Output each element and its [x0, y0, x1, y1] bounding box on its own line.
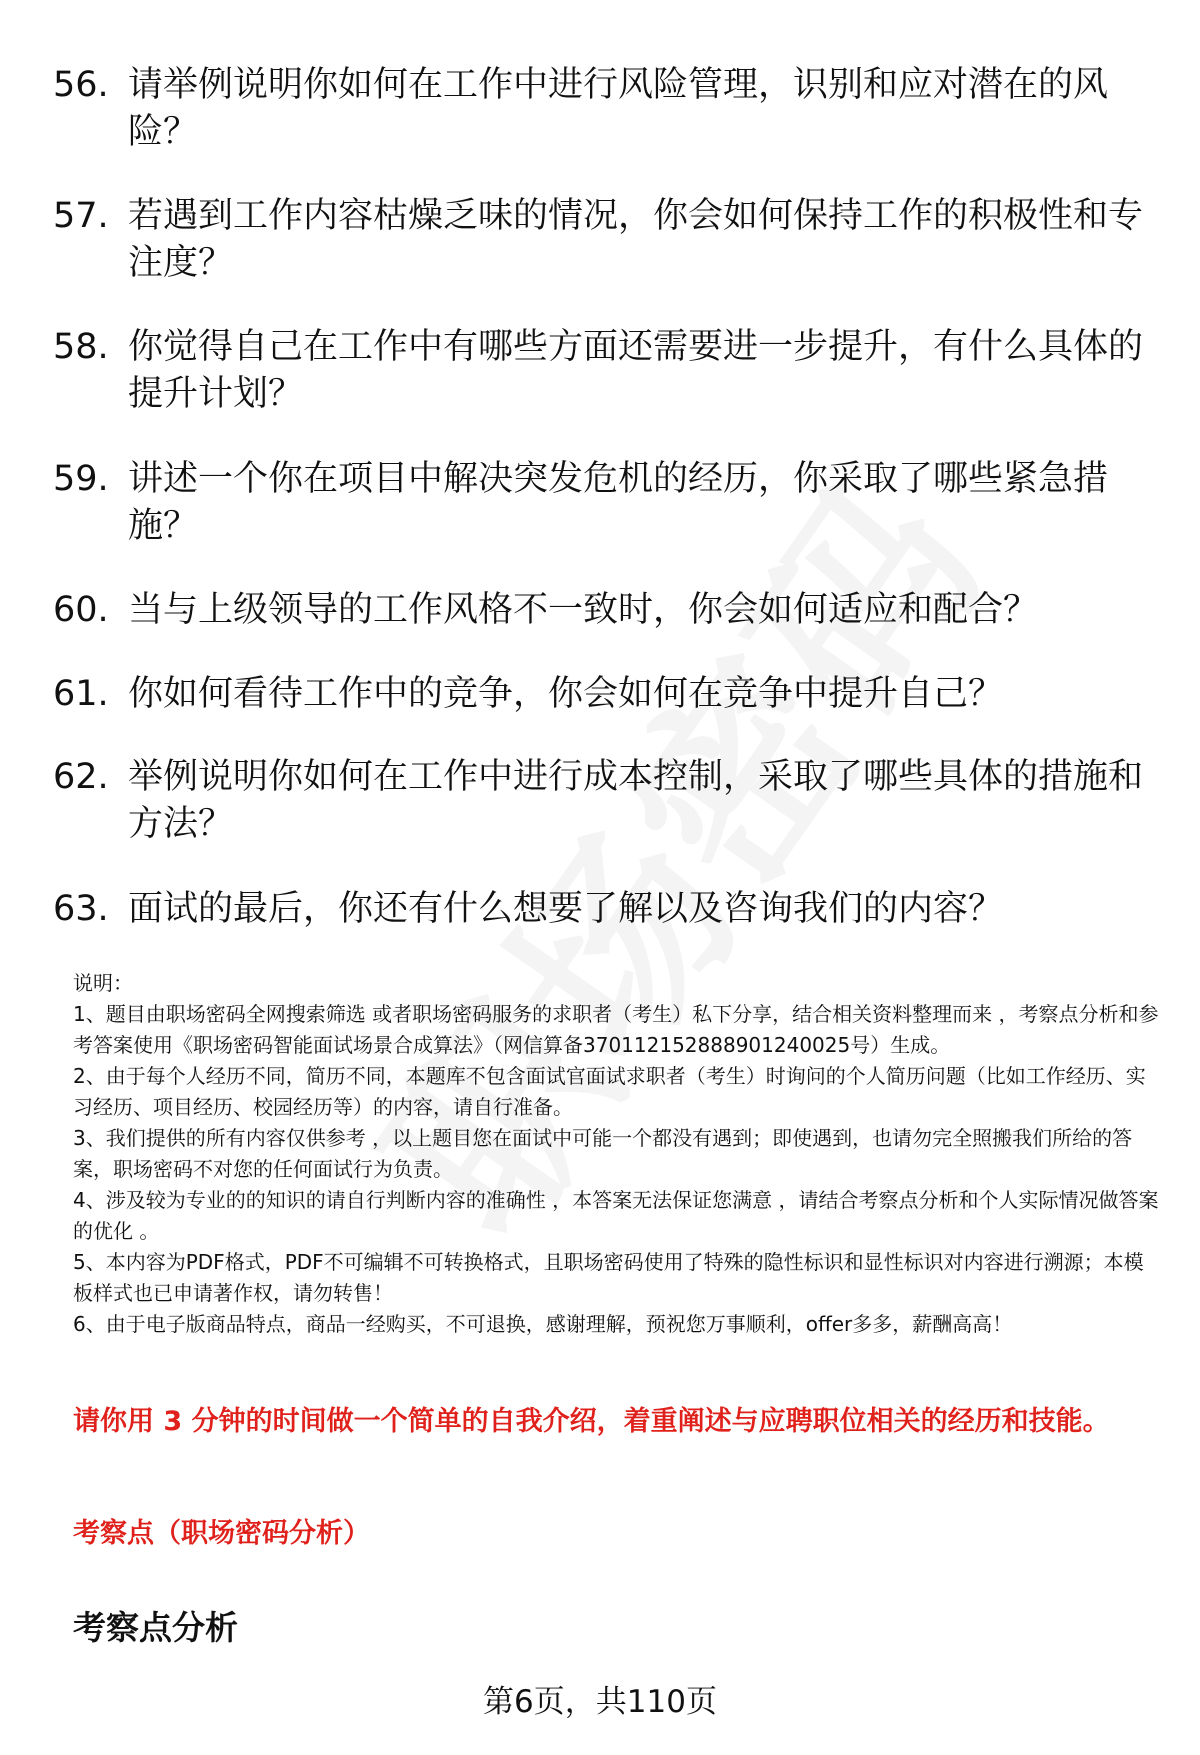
- note-item: 2、由于每个人经历不同，简历不同，本题库不包含面试官面试求职者（考生）时询问的个人简历问题（比如工作经历、实习经历、项目经历、校园经历等）的内容，请自行准备。: [73, 1064, 1146, 1119]
- note-item: 1、题目由职场密码全网搜索筛选 或者职场密码服务的求职者（考生）私下分享，结合相关资料整理而来 ，考察点分析和参考答案使用《职场密码智能面试场景合成算法》（网信算备370112152888901240025号）生成。: [73, 1002, 1159, 1057]
- question-text: 你如何看待工作中的竞争，你会如何在竞争中提升自己？: [128, 674, 1004, 714]
- question-item: [53, 193, 1143, 287]
- interview-prompt: 请你用 3 分钟的时间做一个简单的自我介绍，着重阐述与应聘职位相关的经历和技能。: [73, 1406, 1110, 1437]
- question-item: [53, 456, 1143, 550]
- question-text: 你觉得自己在工作中有哪些方面还需要进一步提升，有什么具体的提升计划？: [128, 327, 1144, 414]
- question-number: 60.: [53, 590, 109, 630]
- question-number: 57.: [53, 196, 109, 236]
- note-item: 4、涉及较为专业的的知识的请自行判断内容的准确性 ，本答案无法保证您满意 ，请结合考察点分析和个人实际情况做答案的优化 。: [73, 1188, 1159, 1243]
- question-text: 面试的最后，你还有什么想要了解以及咨询我们的内容？: [128, 889, 1004, 929]
- question-item: [53, 587, 1143, 634]
- note-item: 6、由于电子版商品特点，商品一经购买，不可退换，感谢理解，预祝您万事顺利，offer多多，薪酬高高！: [73, 1312, 1013, 1336]
- question-number: 56.: [53, 65, 109, 105]
- question-text: 请举例说明你如何在工作中进行风险管理，识别和应对潜在的风险？: [128, 65, 1109, 152]
- notes-title: 说明：: [73, 971, 133, 995]
- question-number: 62.: [53, 757, 109, 797]
- analysis-label: 考察点（职场密码分析）: [73, 1518, 370, 1549]
- question-number: 63.: [53, 889, 109, 929]
- question-number: 58.: [53, 327, 109, 367]
- note-item: 5、本内容为PDF格式，PDF不可编辑不可转换格式，且职场密码使用了特殊的隐性标识和显性标识对内容进行溯源；本模板样式也已申请著作权，请勿转售！: [73, 1250, 1144, 1305]
- question-item: [53, 324, 1143, 418]
- question-number: 59.: [53, 459, 109, 499]
- notes-section: [73, 968, 1163, 1340]
- section-heading: 考察点分析: [73, 1608, 238, 1647]
- question-item: [53, 62, 1143, 156]
- question-text: 举例说明你如何在工作中进行成本控制，采取了哪些具体的措施和方法？: [128, 757, 1144, 844]
- note-item: 3、我们提供的所有内容仅供参考 ，以上题目您在面试中可能一个都没有遇到；即使遇到，也请勿完全照搬我们所给的答案，职场密码不对您的任何面试行为负责。: [73, 1126, 1133, 1181]
- question-item: [53, 754, 1143, 848]
- question-text: 当与上级领导的工作风格不一致时，你会如何适应和配合？: [128, 590, 1039, 630]
- question-item: [53, 671, 1143, 718]
- question-text: 讲述一个你在项目中解决突发危机的经历，你采取了哪些紧急措施？: [128, 459, 1109, 546]
- question-number: 61.: [53, 674, 109, 714]
- question-item: [53, 886, 1143, 933]
- question-text: 若遇到工作内容枯燥乏味的情况，你会如何保持工作的积极性和专注度？: [128, 196, 1144, 283]
- page-number: 第6页，共110页: [483, 1684, 717, 1720]
